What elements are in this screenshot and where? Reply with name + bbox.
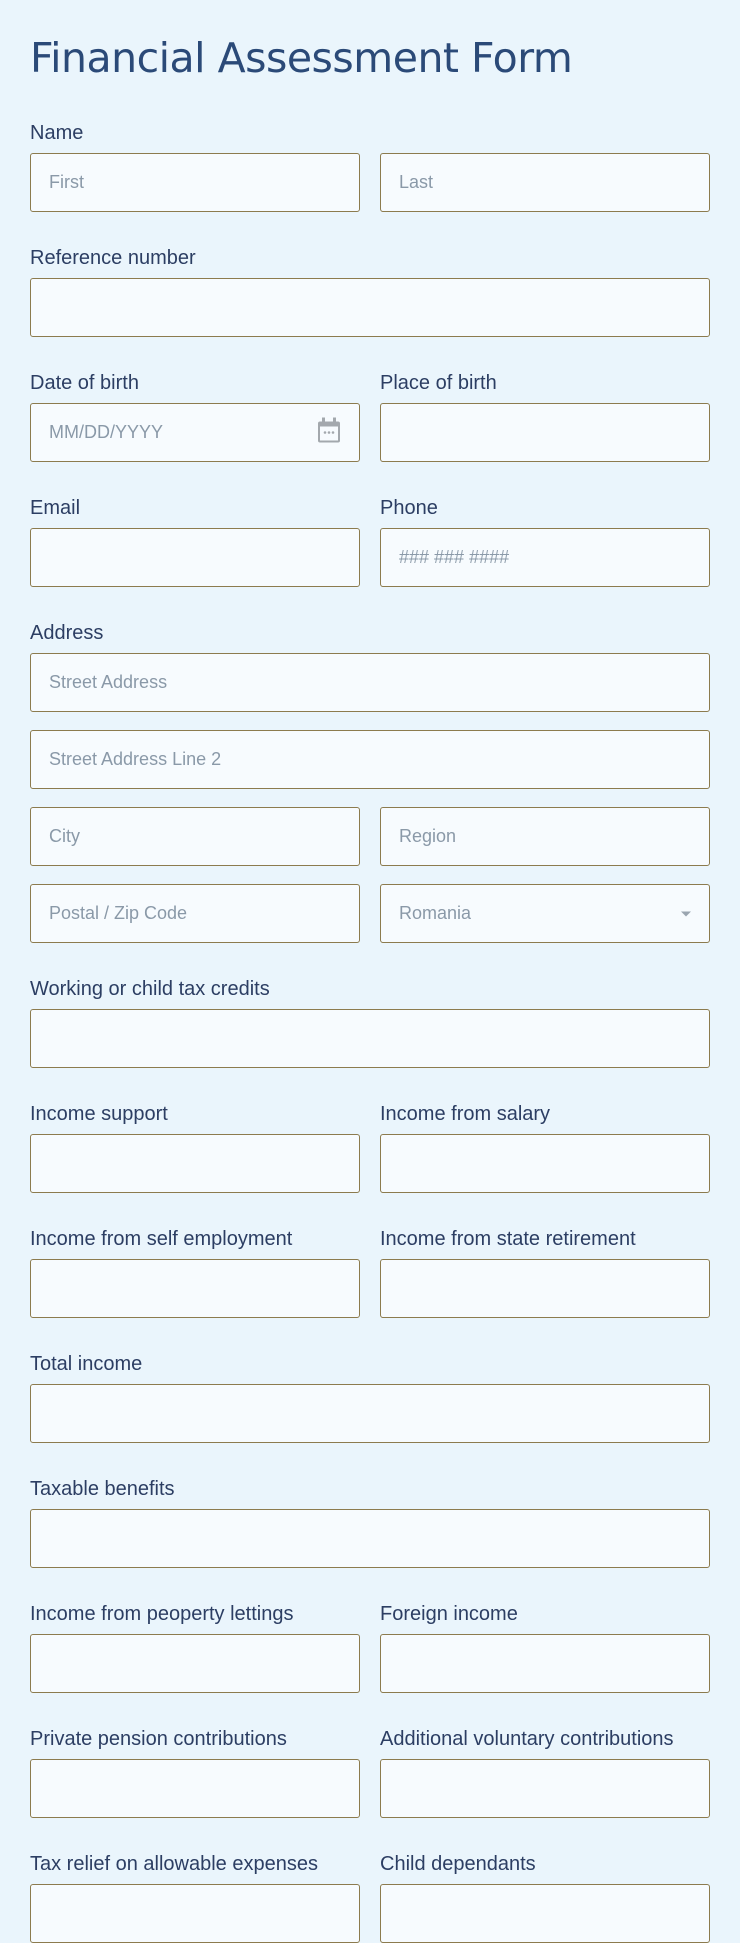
phone-placeholder: ### ### #### — [399, 547, 510, 567]
region-placeholder: Region — [399, 826, 457, 846]
address-group — [30, 621, 710, 943]
child-label: Child dependants — [380, 1853, 536, 1875]
street2-placeholder: Street Address Line 2 — [49, 749, 222, 769]
total-income-input[interactable] — [30, 1384, 710, 1443]
income-salary-label: Income from salary — [380, 1103, 551, 1125]
pob-input[interactable] — [380, 403, 710, 462]
pob-label: Place of birth — [380, 372, 497, 394]
street-placeholder: Street Address — [49, 672, 168, 692]
taxable-benefits-input[interactable] — [30, 1509, 710, 1568]
total-income-group — [30, 1352, 710, 1443]
postal-input[interactable] — [30, 884, 360, 943]
name-label: Name — [30, 122, 84, 144]
reference-label: Reference number — [30, 247, 196, 269]
tax-relief-input[interactable] — [30, 1884, 360, 1943]
contrib-row — [30, 1727, 710, 1818]
tax-credits-input[interactable] — [30, 1009, 710, 1068]
country-value: Romania — [399, 903, 472, 923]
name-group — [30, 121, 710, 212]
region-input[interactable] — [380, 807, 710, 866]
first-placeholder: First — [49, 172, 84, 192]
country-select[interactable] — [380, 884, 710, 943]
relief-row — [30, 1852, 710, 1943]
tax-relief-label: Tax relief on allowable expenses — [30, 1853, 318, 1875]
income-state-input[interactable] — [380, 1259, 710, 1318]
pension-label: Private pension contributions — [30, 1728, 287, 1750]
chevron-down-icon — [681, 911, 691, 916]
page-title: Financial Assessment Form — [30, 34, 573, 82]
last-name-input[interactable] — [380, 153, 710, 212]
income-self-input[interactable] — [30, 1259, 360, 1318]
avc-label: Additional voluntary contributions — [380, 1728, 674, 1750]
foreign-input[interactable] — [380, 1634, 710, 1693]
postal-placeholder: Postal / Zip Code — [49, 903, 188, 923]
email-label: Email — [30, 497, 81, 519]
pension-input[interactable] — [30, 1759, 360, 1818]
property-label: Income from peoperty lettings — [30, 1603, 294, 1625]
income-state-label: Income from state retirement — [380, 1228, 636, 1250]
last-placeholder: Last — [399, 172, 434, 192]
taxable-benefits-group — [30, 1477, 710, 1568]
email-input[interactable] — [30, 528, 360, 587]
phone-label: Phone — [380, 497, 438, 519]
foreign-label: Foreign income — [380, 1603, 518, 1625]
income-row-2 — [30, 1227, 710, 1318]
avc-input[interactable] — [380, 1759, 710, 1818]
income-row-3 — [30, 1602, 710, 1693]
income-support-label: Income support — [30, 1103, 168, 1125]
street-input[interactable] — [30, 653, 710, 712]
income-salary-input[interactable] — [380, 1134, 710, 1193]
contact-row — [30, 496, 710, 587]
taxable-benefits-label: Taxable benefits — [30, 1478, 175, 1500]
first-name-input[interactable] — [30, 153, 360, 212]
tax-credits-group — [30, 977, 710, 1068]
city-placeholder: City — [49, 826, 80, 846]
tax-credits-label: Working or child tax credits — [30, 978, 270, 1000]
birth-row — [30, 371, 710, 462]
calendar-icon[interactable] — [317, 417, 341, 448]
reference-group — [30, 246, 710, 337]
total-income-label: Total income — [30, 1353, 143, 1375]
income-row-1 — [30, 1102, 710, 1193]
street2-input[interactable] — [30, 730, 710, 789]
child-input[interactable] — [380, 1884, 710, 1943]
city-input[interactable] — [30, 807, 360, 866]
phone-input[interactable] — [380, 528, 710, 587]
dob-input[interactable] — [30, 403, 360, 462]
income-support-input[interactable] — [30, 1134, 360, 1193]
reference-input[interactable] — [30, 278, 710, 337]
dob-placeholder: MM/DD/YYYY — [49, 422, 164, 442]
income-self-label: Income from self employment — [30, 1228, 293, 1250]
address-label: Address — [30, 622, 104, 644]
dob-label: Date of birth — [30, 372, 139, 394]
property-input[interactable] — [30, 1634, 360, 1693]
